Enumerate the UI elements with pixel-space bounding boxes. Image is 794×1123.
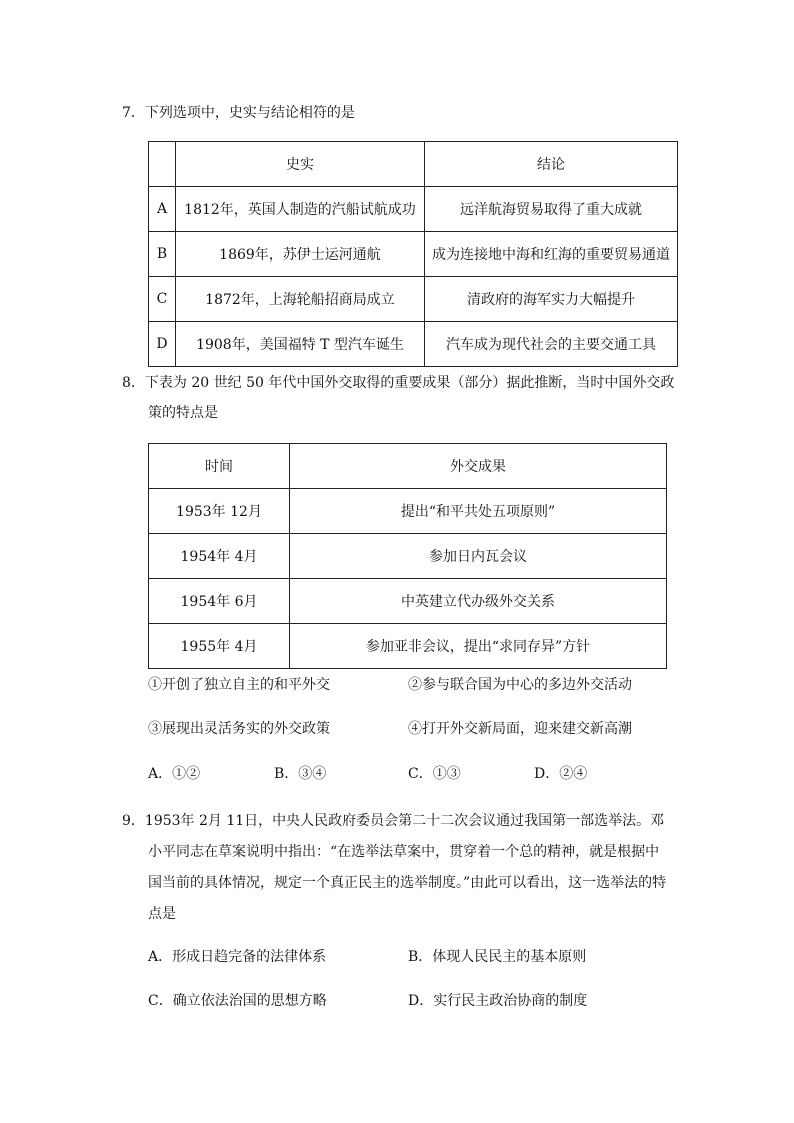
q8-option-d[interactable]: D．②④ bbox=[534, 766, 588, 782]
q8-header-time: 时间 bbox=[149, 444, 290, 489]
q8-statement-2: ②参与联合国为中心的多边外交活动 bbox=[408, 677, 632, 693]
q7-header-fact: 史实 bbox=[176, 142, 425, 187]
table-row bbox=[149, 534, 667, 579]
q7-row-fact: 1872年，上海轮船招商局成立 bbox=[176, 277, 425, 322]
q7-header-conclusion: 结论 bbox=[425, 142, 678, 187]
q8-row-result: 参加亚非会议，提出“求同存异”方针 bbox=[290, 624, 667, 669]
q9-stem bbox=[122, 810, 666, 934]
q7-row-conclusion: 清政府的海军实力大幅提升 bbox=[425, 277, 678, 322]
q7-row-label: C bbox=[149, 277, 176, 322]
q8-option-c[interactable]: C．①③ bbox=[408, 766, 461, 782]
q8-statement-3: ③展现出灵活务实的外交政策 bbox=[148, 721, 330, 737]
q8-stem-line2: 策的特点是 bbox=[148, 405, 218, 421]
table-row bbox=[149, 322, 678, 367]
table-row bbox=[149, 187, 678, 232]
q8-table bbox=[148, 443, 667, 669]
q8-row-time: 1953年 12月 bbox=[149, 489, 290, 534]
q8-row-time: 1955年 4月 bbox=[149, 624, 290, 669]
q9-stem-line: 国当前的具体情况，规定一个真正民主的选举制度。”由此可以看出，这一选举法的特 bbox=[148, 875, 667, 891]
q8-statement-4: ④打开外交新局面，迎来建交新高潮 bbox=[408, 721, 632, 737]
q8-row-result: 参加日内瓦会议 bbox=[290, 534, 667, 579]
q7-table bbox=[148, 141, 678, 367]
q7-header-blank bbox=[149, 142, 176, 187]
q9-stem-line: 小平同志在草案说明中指出：“在选举法草案中，贯穿着一个总的精神，就是根据中 bbox=[148, 844, 660, 860]
q8-row-time: 1954年 4月 bbox=[149, 534, 290, 579]
q7-row-conclusion: 远洋航海贸易取得了重大成就 bbox=[425, 187, 678, 232]
q8-option-a[interactable]: A．①② bbox=[148, 766, 201, 782]
q7-stem: 7．下列选项中，史实与结论相符的是 bbox=[122, 105, 355, 121]
q9-option-d[interactable]: D．实行民主政治协商的制度 bbox=[408, 993, 588, 1009]
q7-row-fact: 1869年，苏伊士运河通航 bbox=[176, 232, 425, 277]
q7-row-conclusion: 成为连接地中海和红海的重要贸易通道 bbox=[425, 232, 678, 277]
q8-row-time: 1954年 6月 bbox=[149, 579, 290, 624]
q7-row-conclusion: 汽车成为现代社会的主要交通工具 bbox=[425, 322, 678, 367]
q7-row-fact: 1908年，美国福特 T 型汽车诞生 bbox=[176, 322, 425, 367]
q9-option-c[interactable]: C．确立依法治国的思想方略 bbox=[148, 993, 327, 1009]
q7-row-fact: 1812年，英国人制造的汽船试航成功 bbox=[176, 187, 425, 232]
table-row bbox=[149, 579, 667, 624]
table-row bbox=[149, 489, 667, 534]
table-row bbox=[149, 232, 678, 277]
q9-stem-line: 9．1953年 2月 11日，中央人民政府委员会第二十二次会议通过我国第一部选举法。邓 bbox=[122, 813, 665, 829]
q7-row-label: A bbox=[149, 187, 176, 232]
q8-stem-line1: 8．下表为 20 世纪 50 年代中国外交取得的重要成果（部分）据此推断，当时中国外交政 bbox=[122, 375, 675, 391]
q7-header-row bbox=[149, 142, 678, 187]
table-row bbox=[149, 277, 678, 322]
table-row bbox=[149, 624, 667, 669]
q8-header-row bbox=[149, 444, 667, 489]
q9-stem-line: 点是 bbox=[148, 906, 176, 922]
q8-row-result: 中英建立代办级外交关系 bbox=[290, 579, 667, 624]
q7-row-label: D bbox=[149, 322, 176, 367]
q9-option-a[interactable]: A．形成日趋完备的法律体系 bbox=[148, 949, 327, 965]
q8-stem bbox=[122, 372, 674, 424]
q9-option-b[interactable]: B．体现人民民主的基本原则 bbox=[408, 949, 587, 965]
q8-row-result: 提出“和平共处五项原则” bbox=[290, 489, 667, 534]
q8-statement-1: ①开创了独立自主的和平外交 bbox=[148, 677, 330, 693]
q8-option-b[interactable]: B．③④ bbox=[274, 766, 327, 782]
q7-row-label: B bbox=[149, 232, 176, 277]
q8-header-result: 外交成果 bbox=[290, 444, 667, 489]
